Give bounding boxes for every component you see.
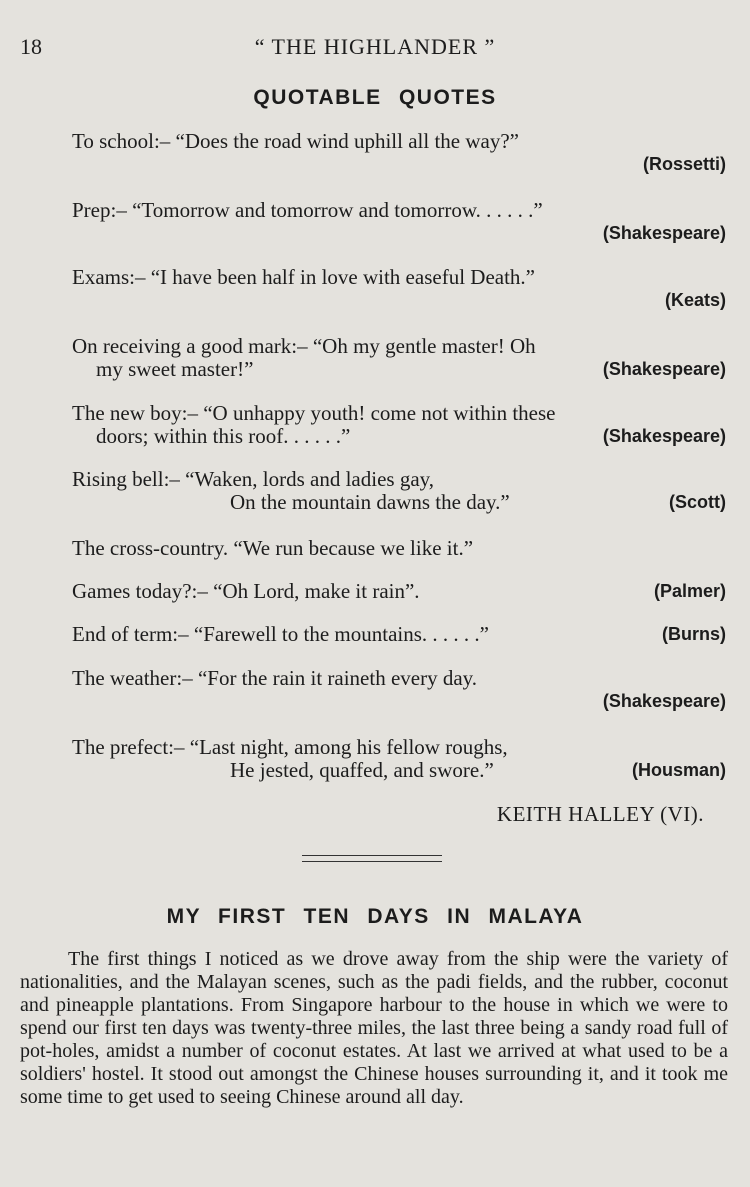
paragraph: The first things I noticed as we drove away from the ship were the variety of nationalities, and the Malayan scenes, such as the padi fields, and the rubber, coconut and pineapple plantations. From Singapore harbour to the house in which we were to spend our first ten days was twenty-three miles, the last three being a sandy road full of pot-holes, amidst a number of coconut estates. At last we arrived at what used to be a soldiers' hostel. It stood out amongst the Chinese houses surrounding it, and it took me some time to get used to seeing Chinese around all day. (20, 948, 728, 1108)
quote-line: Rising bell:– “Waken, lords and ladies gay, (72, 467, 435, 491)
quote-item (72, 580, 726, 603)
quote-item (72, 402, 726, 448)
quote-attribution: (Rossetti) (642, 154, 726, 174)
quote-item (72, 199, 726, 245)
page-number: 18 (20, 34, 42, 59)
quote-line: He jested, quaffed, and swore.” (230, 758, 494, 782)
quote-attribution: (Keats) (664, 290, 726, 310)
quote-line: The cross-country. “We run because we like it.” (72, 536, 474, 560)
quote-item (72, 736, 726, 782)
quote-line: Exams:– “I have been half in love with easeful Death.” (72, 265, 535, 289)
quote-attribution: (Housman) (632, 760, 726, 780)
section-title-quotable-quotes: QUOTABLE QUOTES (253, 86, 497, 109)
quote-line: Games today?:– “Oh Lord, make it rain”. (72, 579, 420, 603)
quote-line: Prep:– “Tomorrow and tomorrow and tomorrow. . . . . .” (72, 198, 543, 222)
quote-attribution: (Shakespeare) (602, 223, 726, 243)
article-author: KEITH HALLEY (VI). (496, 802, 704, 826)
quote-attribution: (Shakespeare) (602, 691, 726, 711)
quote-attribution: (Burns) (662, 624, 726, 644)
quote-line: The prefect:– “Last night, among his fellow roughs, (72, 735, 508, 759)
journal-title: “ THE HIGHLANDER ” (254, 34, 496, 59)
quote-attribution: (Shakespeare) (602, 359, 726, 379)
page-header (20, 34, 730, 64)
article-body (20, 948, 728, 1109)
quote-line: The weather:– “For the rain it raineth every day. (72, 666, 478, 690)
section-divider (302, 855, 442, 862)
quote-item (72, 335, 726, 381)
quote-line: End of term:– “Farewell to the mountains. . . . . .” (72, 622, 489, 646)
quote-line: To school:– “Does the road wind uphill all the way?” (72, 129, 519, 153)
quote-item (72, 537, 726, 560)
quote-item (72, 623, 726, 646)
section-title-malaya: MY FIRST TEN DAYS IN MALAYA (166, 905, 584, 928)
quote-attribution: (Shakespeare) (602, 426, 726, 446)
quote-item (72, 130, 726, 176)
quote-line: doors; within this roof. . . . . .” (96, 424, 351, 448)
quote-line: my sweet master!” (96, 357, 254, 381)
quote-line: On receiving a good mark:– “Oh my gentle master! Oh (72, 334, 536, 358)
quote-line: The new boy:– “O unhappy youth! come not within these (72, 401, 556, 425)
quote-attribution: (Palmer) (653, 581, 726, 601)
quote-item (72, 266, 726, 312)
quote-item (72, 468, 726, 514)
quote-attribution: (Scott) (669, 492, 726, 512)
quote-item (72, 667, 726, 713)
quote-line: On the mountain dawns the day.” (230, 490, 510, 514)
